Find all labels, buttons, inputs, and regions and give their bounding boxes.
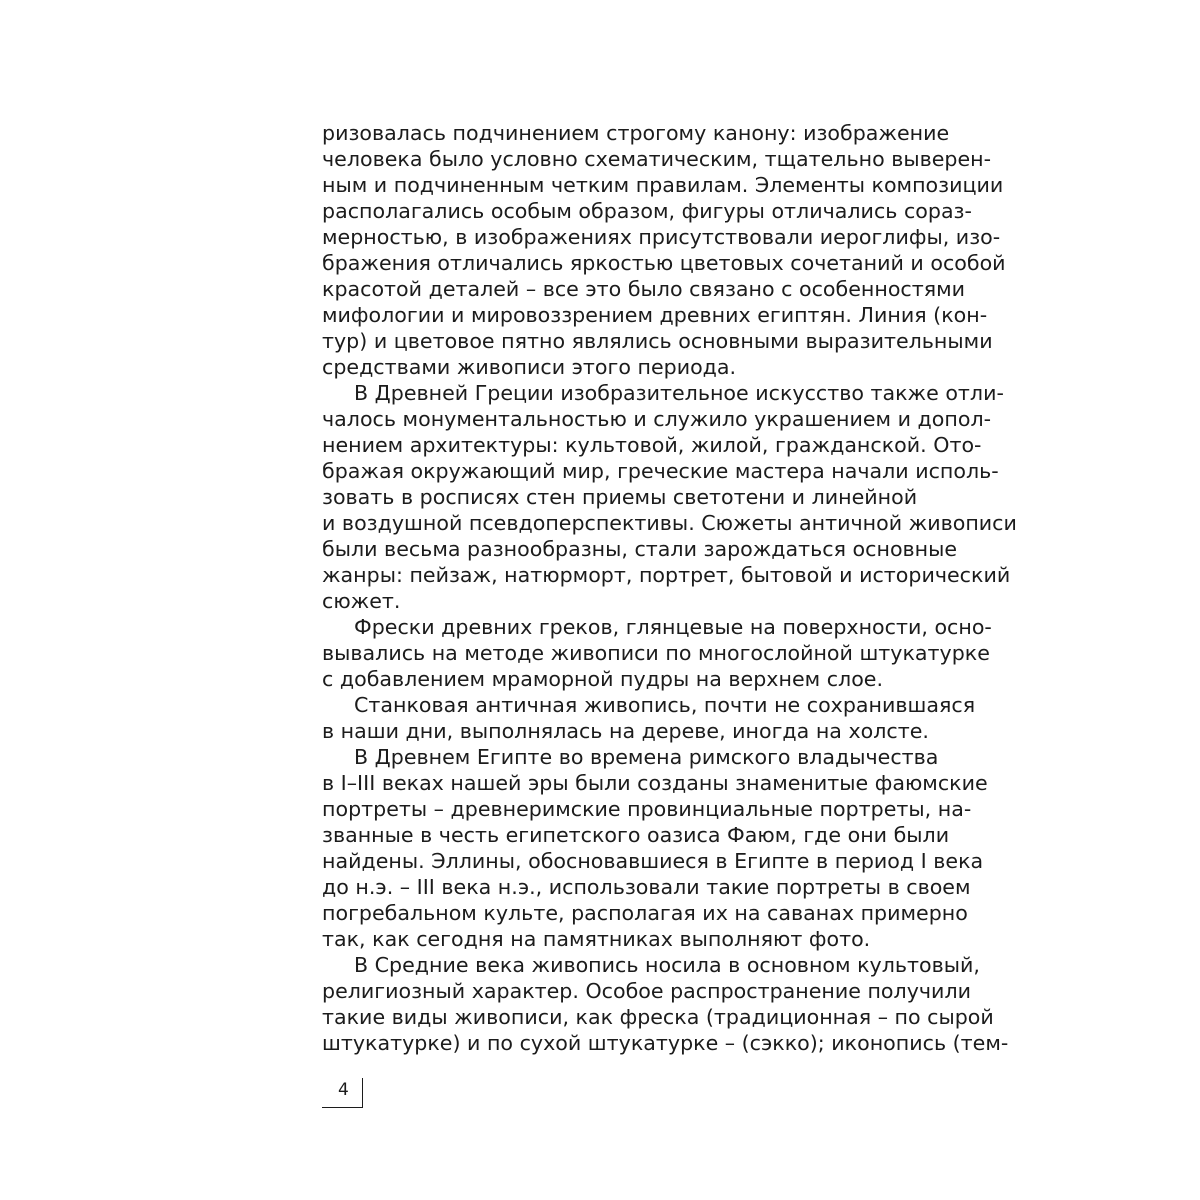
text-line: штукатурке) и по сухой штукатурке – (сэкко); иконопись (тем- bbox=[322, 1031, 1009, 1055]
text-line: тур) и цветовое пятно являлись основными выразительными bbox=[322, 329, 993, 353]
text-line: бражения отличались яркостью цветовых сочетаний и особой bbox=[322, 251, 1006, 275]
text-line: располагались особым образом, фигуры отличались сораз- bbox=[322, 199, 972, 223]
text-line: ризовалась подчинением строгому канону: изображение bbox=[322, 121, 950, 145]
text-line: мерностью, в изображениях присутствовали иероглифы, изо- bbox=[322, 225, 1001, 249]
text-line: зовать в росписях стен приемы светотени и линейной bbox=[322, 485, 918, 509]
text-line: до н.э. – III века н.э., использовали такие портреты в своем bbox=[322, 875, 971, 899]
folio-horizontal-rule bbox=[322, 1107, 363, 1108]
text-line: средствами живописи этого периода. bbox=[322, 355, 737, 379]
text-line: так, как сегодня на памятниках выполняют фото. bbox=[322, 927, 871, 951]
text-line: жанры: пейзаж, натюрморт, портрет, бытовой и исторический bbox=[322, 563, 1011, 587]
text-line: в наши дни, выполнялась на дереве, иногда на холсте. bbox=[322, 719, 929, 743]
text-line: портреты – древнеримские провинциальные портреты, на- bbox=[322, 797, 972, 821]
text-line: красотой деталей – все это было связано с особенностями bbox=[322, 277, 966, 301]
text-line: религиозный характер. Особое распространение получили bbox=[322, 979, 971, 1003]
page-number-box bbox=[322, 1076, 363, 1108]
text-line: бражая окружающий мир, греческие мастера начали исполь- bbox=[322, 459, 999, 483]
page-number: 4 bbox=[338, 1080, 349, 1100]
text-line: В Древней Греции изобразительное искусство также отли- bbox=[354, 381, 1004, 405]
text-line: были весьма разнообразны, стали зарождаться основные bbox=[322, 537, 958, 561]
text-line: погребальном культе, располагая их на саванах примерно bbox=[322, 901, 968, 925]
text-line: вывались на методе живописи по многослойной штукатурке bbox=[322, 641, 990, 665]
text-line: чалось монументальностью и служило украшением и допол- bbox=[322, 407, 992, 431]
text-line: такие виды живописи, как фреска (традиционная – по сырой bbox=[322, 1005, 994, 1029]
text-line: званные в честь египетского оазиса Фаюм, где они были bbox=[322, 823, 950, 847]
text-line: ным и подчиненным четким правилам. Элементы композиции bbox=[322, 173, 1004, 197]
text-line: Станковая античная живопись, почти не сохранившаяся bbox=[354, 693, 976, 717]
text-line: с добавлением мраморной пудры на верхнем слое. bbox=[322, 667, 884, 691]
text-line: Фрески древних греков, глянцевые на поверхности, осно- bbox=[354, 615, 992, 639]
text-line: нением архитектуры: культовой, жилой, гражданской. Ото- bbox=[322, 433, 982, 457]
text-line: в I–III веках нашей эры были созданы знаменитые фаюмские bbox=[322, 771, 988, 795]
text-line: сюжет. bbox=[322, 589, 401, 613]
text-line: В Средние века живопись носила в основном культовый, bbox=[354, 953, 980, 977]
body-text bbox=[322, 120, 1017, 1056]
text-line: В Древнем Египте во времена римского владычества bbox=[354, 745, 939, 769]
text-line: найдены. Эллины, обосновавшиеся в Египте в период I века bbox=[322, 849, 984, 873]
text-line: человека было условно схематическим, тщательно выверен- bbox=[322, 147, 992, 171]
text-line: мифологии и мировоззрением древних египтян. Линия (кон- bbox=[322, 303, 988, 327]
folio-vertical-rule bbox=[362, 1078, 363, 1107]
text-line: и воздушной псевдоперспективы. Сюжеты античной живописи bbox=[322, 511, 1017, 535]
